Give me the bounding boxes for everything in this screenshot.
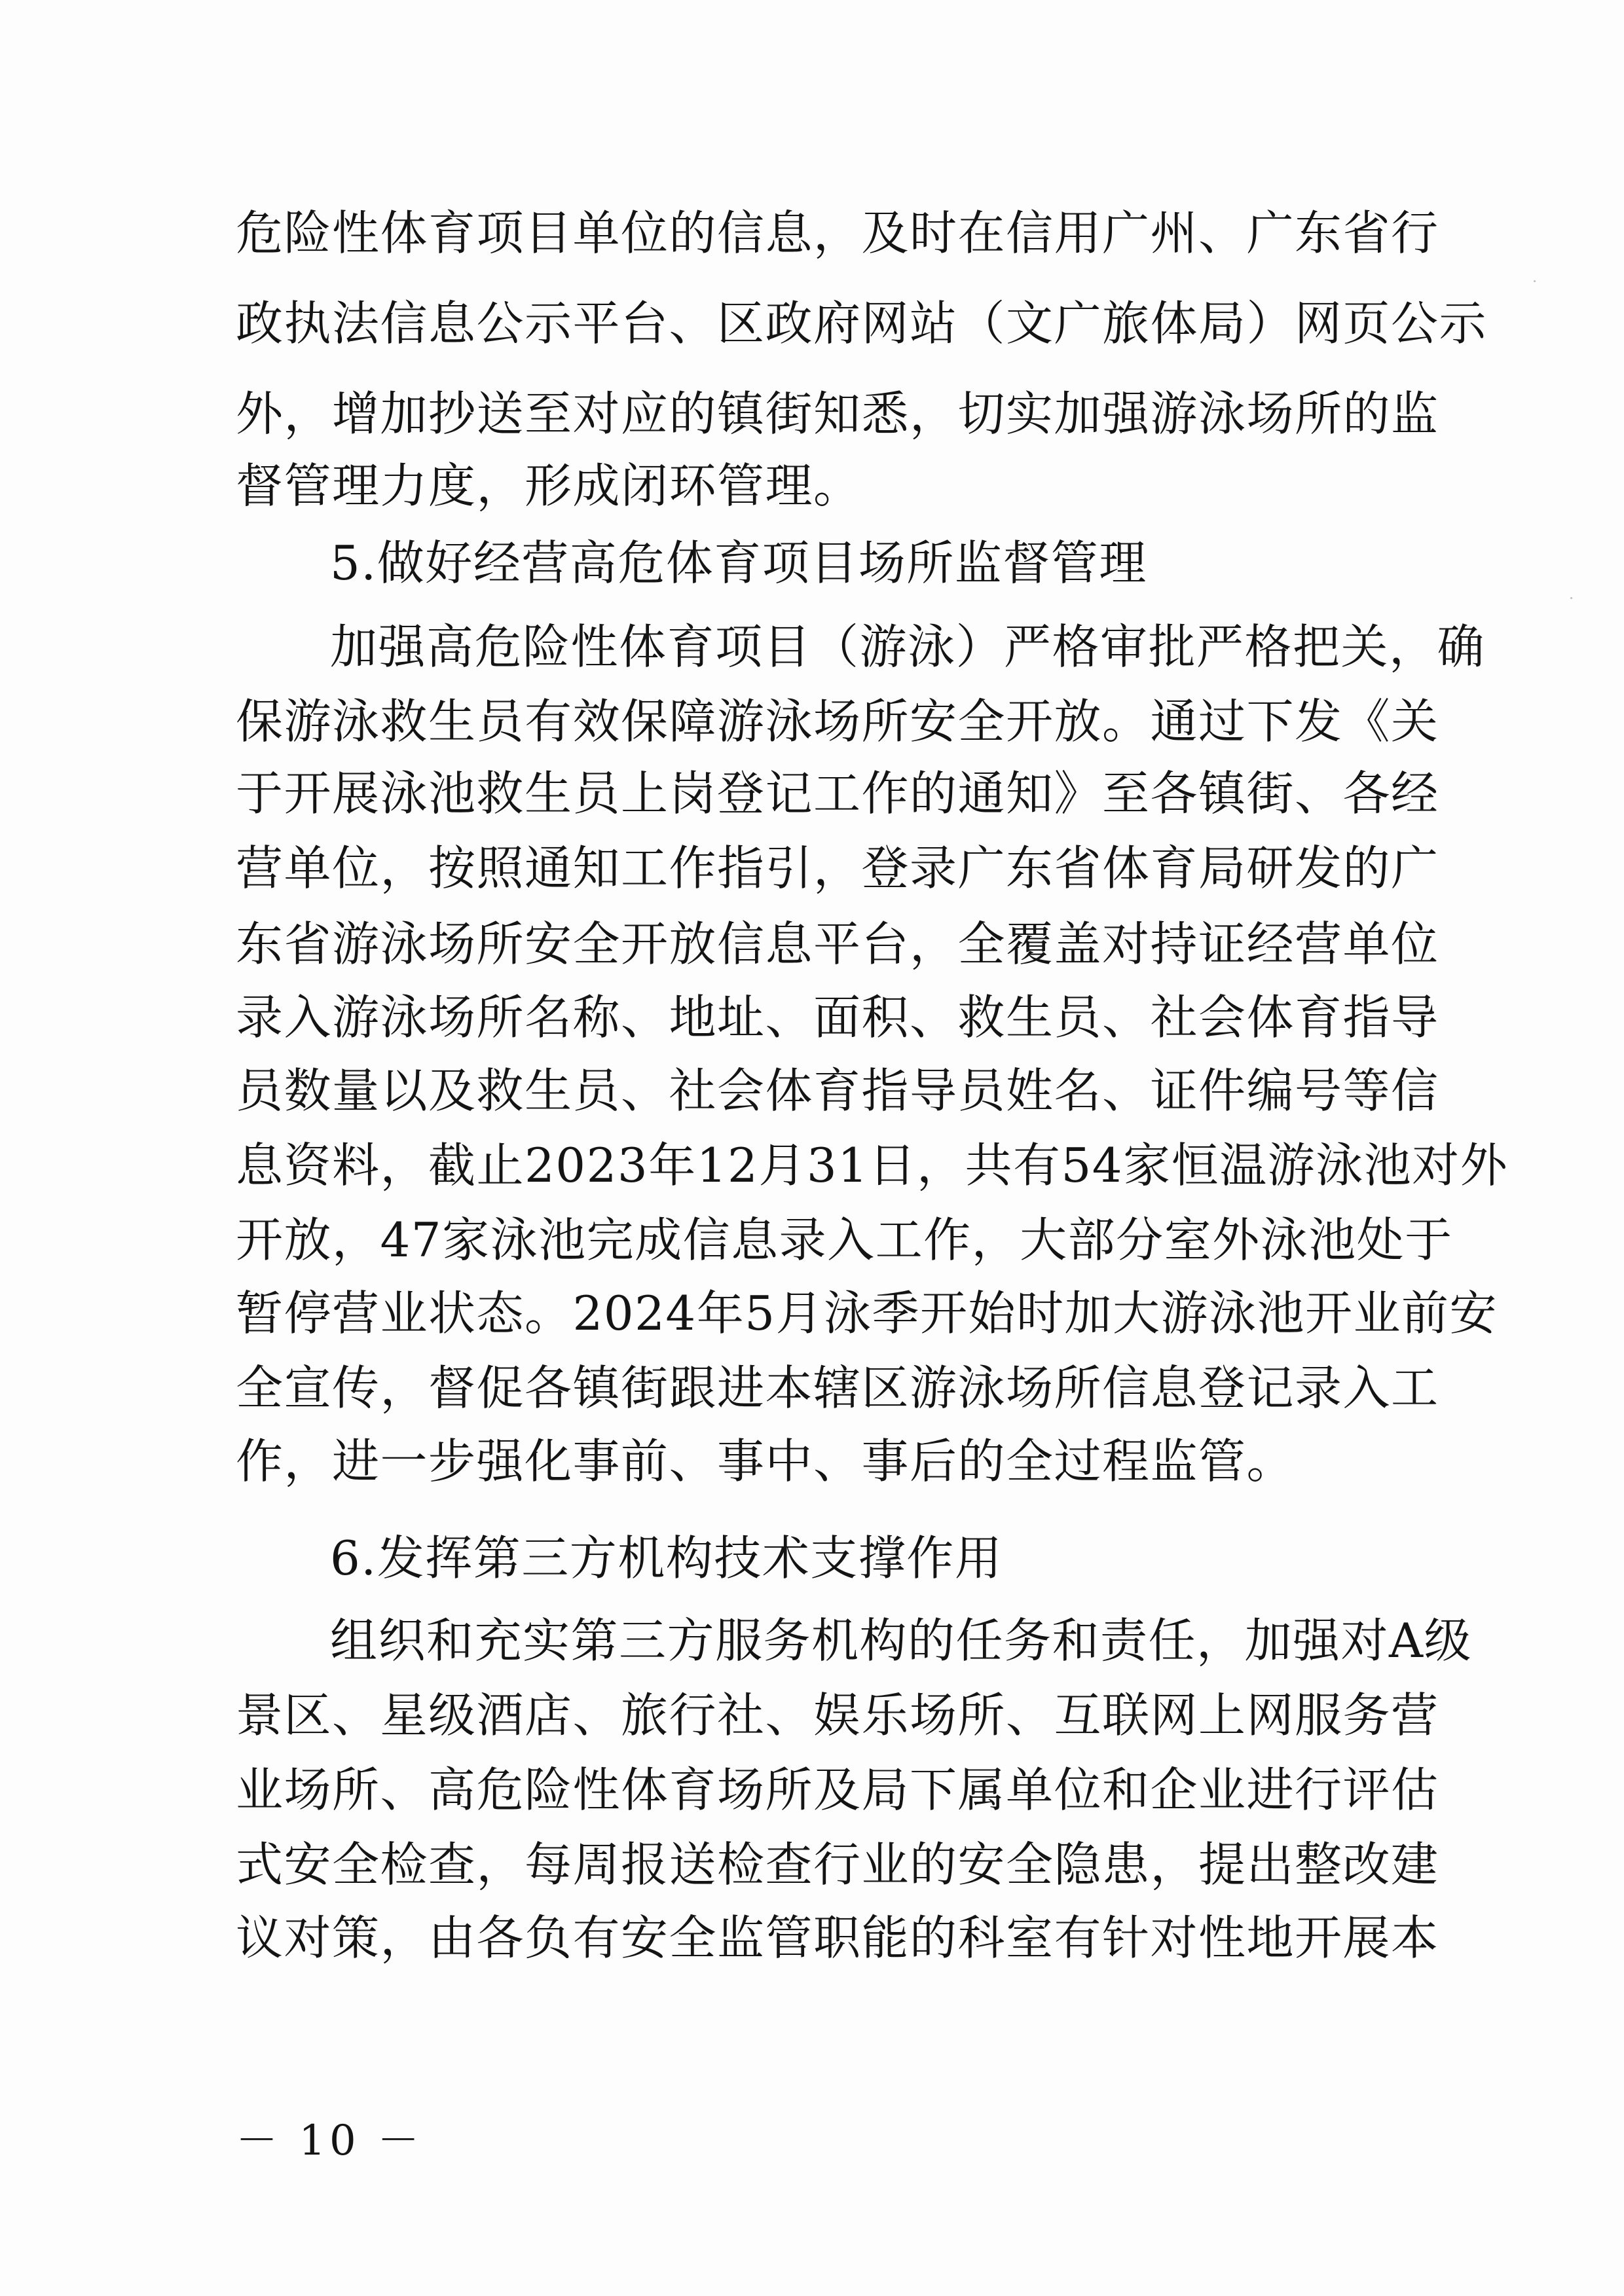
- scan-speck: [1570, 597, 1572, 599]
- paragraph-line: 作，进一步强化事前、事中、事后的全过程监管。: [236, 1434, 1295, 1489]
- paragraph-line: 危险性体育项目单位的信息，及时在信用广州、广东省行: [236, 206, 1439, 261]
- paragraph-line: 员数量以及救生员、社会体育指导员姓名、证件编号等信: [236, 1063, 1439, 1118]
- paragraph-line: 开放，47家泳池完成信息录入工作，大部分室外泳池处于: [236, 1212, 1453, 1267]
- paragraph-line: 全宣传，督促各镇街跟进本辖区游泳场所信息登记录入工: [236, 1360, 1439, 1415]
- paragraph-line: 式安全检查，每周报送检查行业的安全隐患，提出整改建: [236, 1837, 1439, 1892]
- paragraph-line: 营单位，按照通知工作指引，登录广东省体育局研发的广: [236, 841, 1439, 896]
- paragraph-line: 政执法信息公示平台、区政府网站（文广旅体局）网页公示: [236, 296, 1488, 351]
- paragraph-line: 景区、星级酒店、旅行社、娱乐场所、互联网上网服务营: [236, 1688, 1439, 1743]
- paragraph-line: 组织和充实第三方服务机构的任务和责任，加强对A级: [330, 1613, 1472, 1668]
- paragraph-line: 议对策，由各负有安全监管职能的科室有针对性地开展本: [236, 1910, 1439, 1965]
- paragraph-line: 业场所、高危险性体育场所及局下属单位和企业进行评估: [236, 1762, 1439, 1817]
- paragraph-line: 息资料，截止2023年12月31日，共有54家恒温游泳池对外: [236, 1138, 1509, 1193]
- paragraph-line: 外，增加抄送至对应的镇街知悉，切实加强游泳场所的监: [236, 386, 1439, 441]
- paragraph-line: 保游泳救生员有效保障游泳场所安全开放。通过下发《关: [236, 694, 1439, 749]
- scan-speck: [1534, 280, 1536, 282]
- paragraph-line: 加强高危险性体育项目（游泳）严格审批严格把关，确: [330, 619, 1486, 674]
- paragraph-line: 录入游泳场所名称、地址、面积、救生员、社会体育指导: [236, 990, 1439, 1045]
- page-number: － 10 －: [236, 2117, 424, 2165]
- section-heading: 6.发挥第三方机构技术支撑作用: [330, 1531, 1003, 1586]
- section-heading: 5.做好经营高危体育项目场所监督管理: [330, 536, 1147, 591]
- paragraph-line: 东省游泳场所安全开放信息平台，全覆盖对持证经营单位: [236, 917, 1439, 972]
- paragraph-line: 暂停营业状态。2024年5月泳季开始时加大游泳池开业前安: [236, 1286, 1498, 1341]
- paragraph-line: 督管理力度，形成闭环管理。: [236, 458, 862, 513]
- paragraph-line: 于开展泳池救生员上岗登记工作的通知》至各镇街、各经: [236, 766, 1439, 821]
